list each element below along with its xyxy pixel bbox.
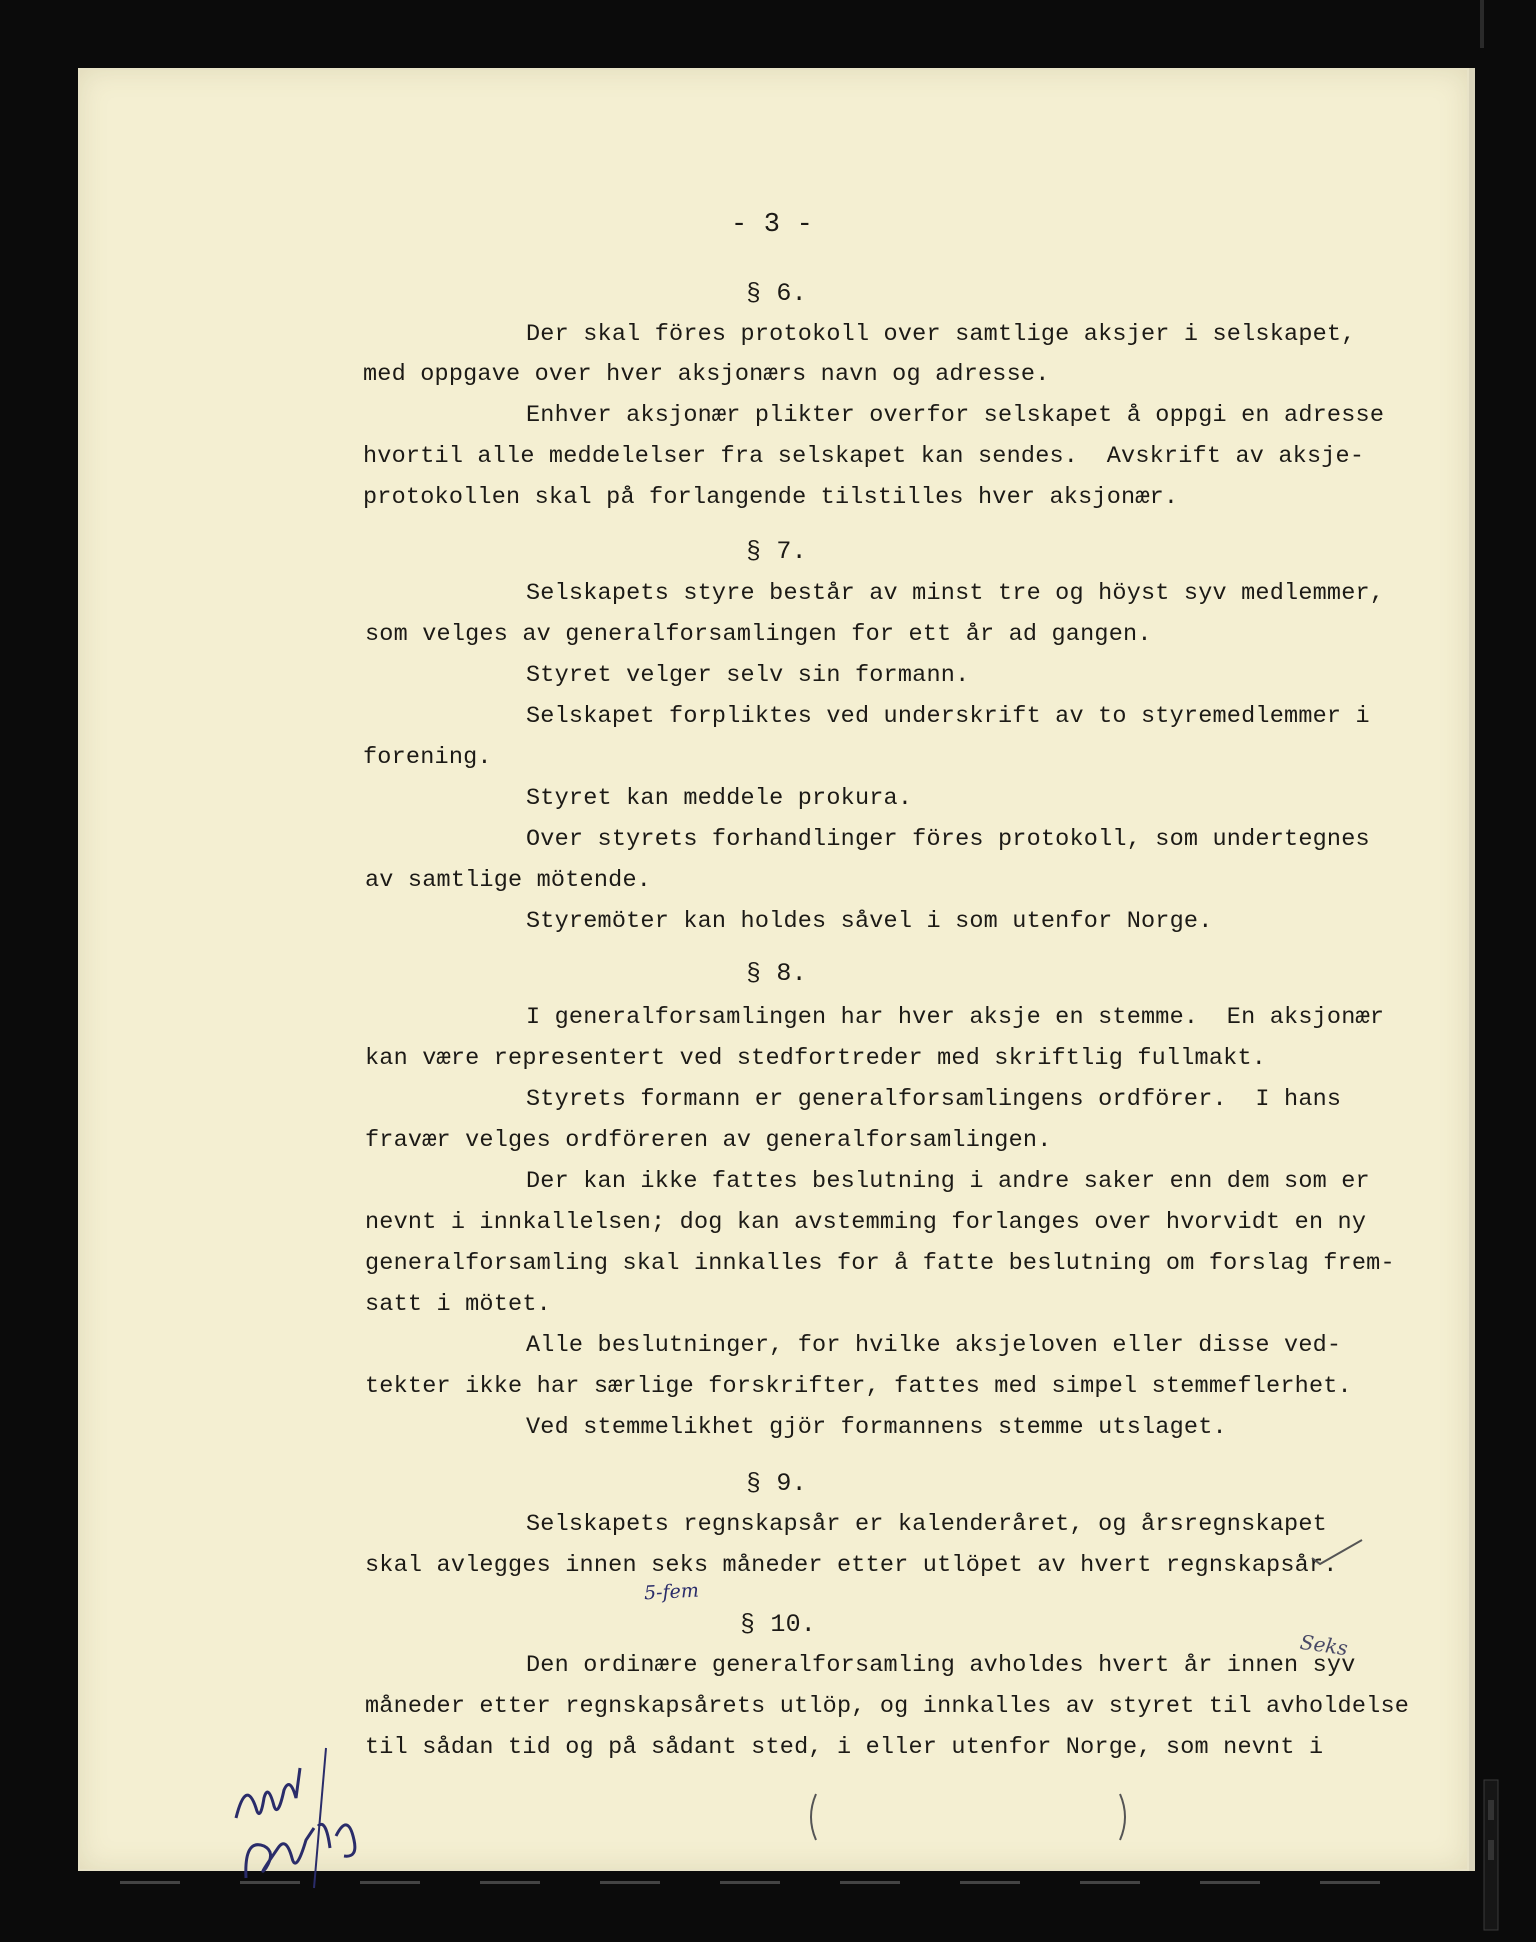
text-line: som velges av generalforsamlingen for ett år ad gangen. [365, 621, 1152, 648]
text-line: hvortil alle meddelelser fra selskapet kan sendes. Avskrift av aksje- [363, 443, 1365, 470]
section-heading-7: § 7. [746, 537, 807, 566]
text-line: generalforsamling skal innkalles for å fatte beslutning om forslag frem- [365, 1250, 1395, 1277]
text-line: Selskapet forpliktes ved underskrift av to styremedlemmer i [526, 703, 1370, 730]
pencil-bracket-icon [1116, 1792, 1132, 1842]
section-heading-8: § 8. [746, 959, 807, 988]
text-line: til sådan tid og på sådant sted, i eller utenfor Norge, som nevnt i [365, 1734, 1324, 1761]
text-line: Styremöter kan holdes såvel i som utenfor Norge. [526, 908, 1213, 935]
text-line: satt i mötet. [365, 1291, 551, 1318]
text-line: Den ordinære generalforsamling avholdes hvert år innen syv [526, 1652, 1356, 1679]
text-line: skal avlegges innen seks måneder etter utlöpet av hvert regnskapsår. [365, 1552, 1338, 1579]
handwritten-initials-icon [226, 1728, 396, 1898]
text-line: Der kan ikke fattes beslutning i andre saker enn dem som er [526, 1168, 1370, 1195]
handwritten-note: Seks [1298, 1629, 1350, 1661]
text-line: Alle beslutninger, for hvilke aksjeloven eller disse ved- [526, 1332, 1342, 1359]
text-line: Enhver aksjonær plikter overfor selskapet å oppgi en adresse [526, 402, 1385, 429]
text-line: I generalforsamlingen har hver aksje en stemme. En aksjonær [526, 1004, 1385, 1031]
section-heading-9: § 9. [746, 1469, 807, 1498]
text-line: Selskapets regnskapsår er kalenderåret, og årsregnskapet [526, 1511, 1327, 1538]
page-number: - 3 - [731, 210, 814, 240]
handwritten-note: 5-fem [643, 1579, 700, 1605]
text-line: Ved stemmelikhet gjör formannens stemme utslaget. [526, 1414, 1227, 1441]
text-line: Styret kan meddele prokura. [526, 785, 913, 812]
text-line: nevnt i innkallelsen; dog kan avstemming forlanges over hvorvidt en ny [365, 1209, 1367, 1236]
text-line: tekter ikke har særlige forskrifter, fattes med simpel stemmeflerhet. [365, 1373, 1352, 1400]
film-edge-marks [1478, 0, 1508, 1942]
typed-text [78, 68, 1469, 1871]
section-heading-6: § 6. [746, 279, 807, 308]
text-line: med oppgave over hver aksjonærs navn og adresse. [363, 361, 1050, 388]
document-page [78, 68, 1475, 1871]
text-line: Styrets formann er generalforsamlingens ordförer. I hans [526, 1086, 1342, 1113]
text-line: måneder etter regnskapsårets utlöp, og innkalles av styret til avholdelse [365, 1693, 1410, 1720]
text-line: Over styrets forhandlinger föres protokoll, som undertegnes [526, 826, 1370, 853]
section-heading-10: § 10. [740, 1610, 817, 1639]
pencil-checkmark-icon [1308, 1536, 1368, 1566]
text-line: kan være representert ved stedfortreder med skriftlig fullmakt. [365, 1045, 1267, 1072]
text-line: Der skal föres protokoll over samtlige aksjer i selskapet, [526, 321, 1356, 348]
text-line: av samtlige mötende. [365, 867, 652, 894]
text-line: protokollen skal på forlangende tilstilles hver aksjonær. [363, 484, 1179, 511]
text-line: Selskapets styre består av minst tre og höyst syv medlemmer, [526, 580, 1385, 607]
text-line: forening. [363, 744, 492, 771]
text-line: fravær velges ordföreren av generalforsamlingen. [365, 1127, 1052, 1154]
film-edge-marks [120, 1877, 1460, 1889]
text-line: Styret velger selv sin formann. [526, 662, 970, 689]
pencil-bracket-icon [804, 1792, 820, 1842]
